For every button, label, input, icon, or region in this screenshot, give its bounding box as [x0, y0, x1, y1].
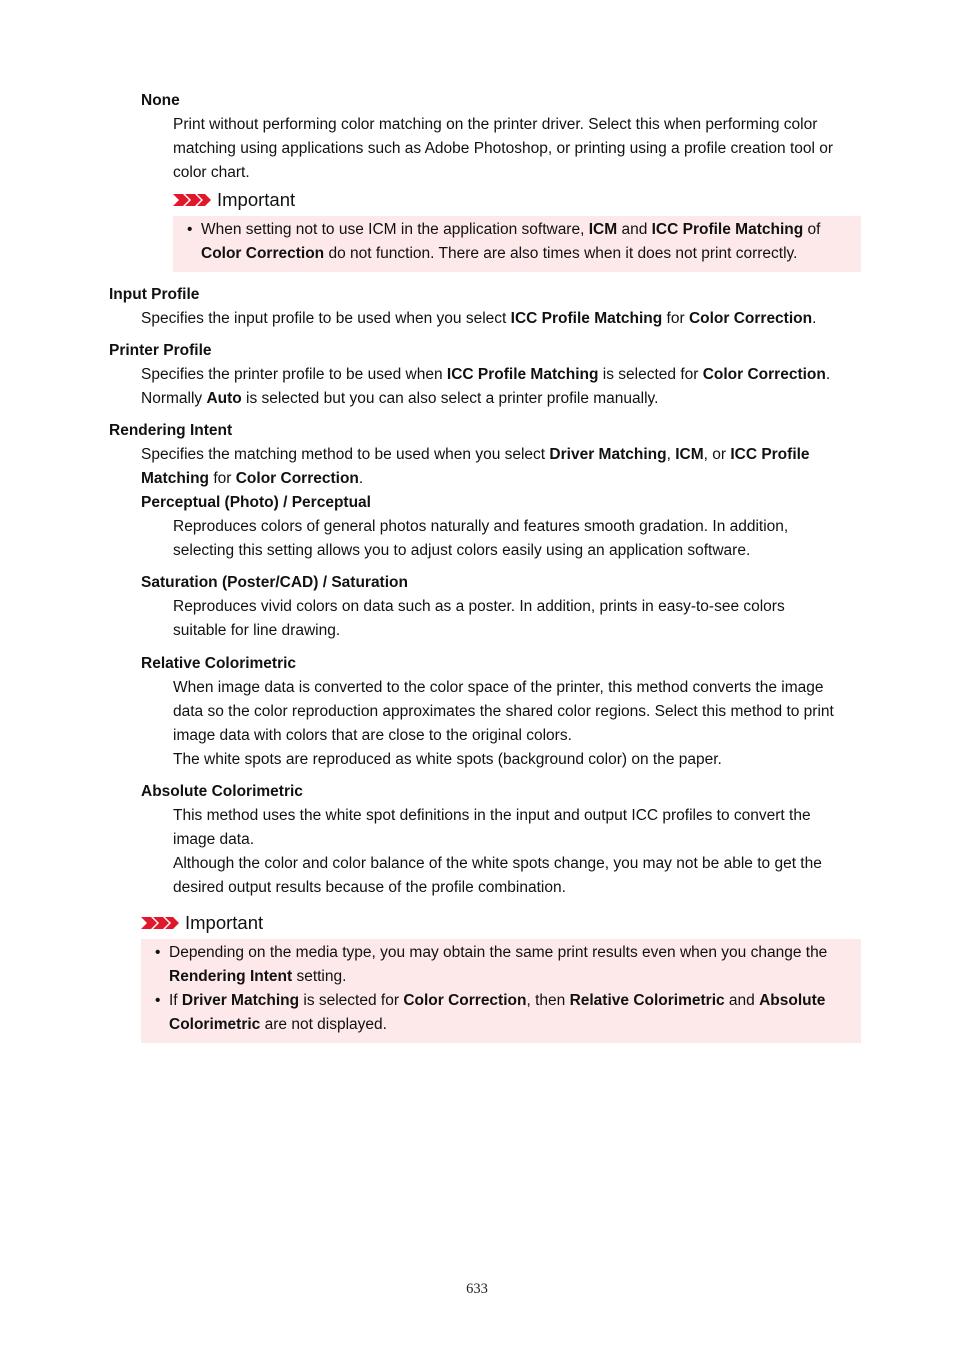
text-line: This method uses the white spot definitions in the input and output ICC profiles to convert the: [173, 807, 811, 824]
note-line: Color Correction do not function. There are also times when it does not print correctly.: [201, 245, 798, 262]
heading-input-profile: Input Profile: [109, 286, 200, 303]
note-line: Depending on the media type, you may obtain the same print results even when you change the: [169, 944, 828, 961]
heading-relative-colorimetric: Relative Colorimetric: [141, 655, 297, 672]
heading-perceptual: Perceptual (Photo) / Perceptual: [141, 494, 371, 511]
important-note-box: [173, 216, 861, 272]
important-note-box: [141, 939, 861, 1043]
text-line: Reproduces vivid colors on data such as a poster. In addition, prints in easy-to-see colors: [173, 598, 785, 615]
bullet-icon: •: [187, 221, 193, 238]
text-line: The white spots are reproduced as white spots (background color) on the paper.: [173, 751, 722, 768]
text-line: Although the color and color balance of the white spots change, you may not be able to get the: [173, 855, 822, 872]
text-line: selecting this setting allows you to adjust colors easily using an application software.: [173, 542, 751, 559]
note-line: Colorimetric are not displayed.: [169, 1016, 387, 1033]
heading-printer-profile: Printer Profile: [109, 342, 212, 359]
input-profile-description: Specifies the input profile to be used when you select ICC Profile Matching for Color Correction.: [141, 310, 817, 327]
note-line: When setting not to use ICM in the application software, ICM and ICC Profile Matching of: [201, 221, 821, 238]
text-line: data so the color reproduction approximates the shared color regions. Select this method to print: [173, 703, 834, 720]
rendering-intent-line-1: Specifies the matching method to be used when you select Driver Matching, ICM, or ICC Profile: [141, 446, 810, 463]
important-header: [173, 189, 295, 211]
text-line: image data.: [173, 831, 254, 848]
important-chevrons-icon: [173, 192, 213, 208]
text-line: image data with colors that are close to the original colors.: [173, 727, 572, 744]
text-line: When image data is converted to the color space of the printer, this method converts the image: [173, 679, 824, 696]
heading-none: None: [141, 92, 180, 109]
text-line: color chart.: [173, 164, 250, 181]
page-number: 633: [466, 1281, 488, 1297]
important-header: [141, 912, 263, 934]
printer-profile-line-1: Specifies the printer profile to be used when ICC Profile Matching is selected for Color Correction.: [141, 366, 831, 383]
text-line: Print without performing color matching on the printer driver. Select this when performing color: [173, 116, 818, 133]
text-line: matching using applications such as Adobe Photoshop, or printing using a profile creation tool or: [173, 140, 834, 157]
important-label: Important: [217, 189, 296, 210]
important-chevrons-icon: [141, 915, 181, 931]
important-label: Important: [185, 912, 264, 933]
note-line: Rendering Intent setting.: [169, 968, 347, 985]
heading-absolute-colorimetric: Absolute Colorimetric: [141, 783, 303, 800]
bullet-icon: •: [155, 992, 161, 1009]
text-line: Reproduces colors of general photos naturally and features smooth gradation. In addition,: [173, 518, 789, 535]
note-line: If Driver Matching is selected for Color Correction, then Relative Colorimetric and Absolute: [169, 992, 826, 1009]
bullet-icon: •: [155, 944, 161, 961]
text-line: suitable for line drawing.: [173, 622, 341, 639]
printer-profile-line-2: Normally Auto is selected but you can also select a printer profile manually.: [141, 390, 659, 407]
rendering-intent-line-2: Matching for Color Correction.: [141, 470, 364, 487]
heading-rendering-intent: Rendering Intent: [109, 422, 233, 439]
text-line: desired output results because of the profile combination.: [173, 879, 566, 896]
heading-saturation: Saturation (Poster/CAD) / Saturation: [141, 574, 408, 591]
